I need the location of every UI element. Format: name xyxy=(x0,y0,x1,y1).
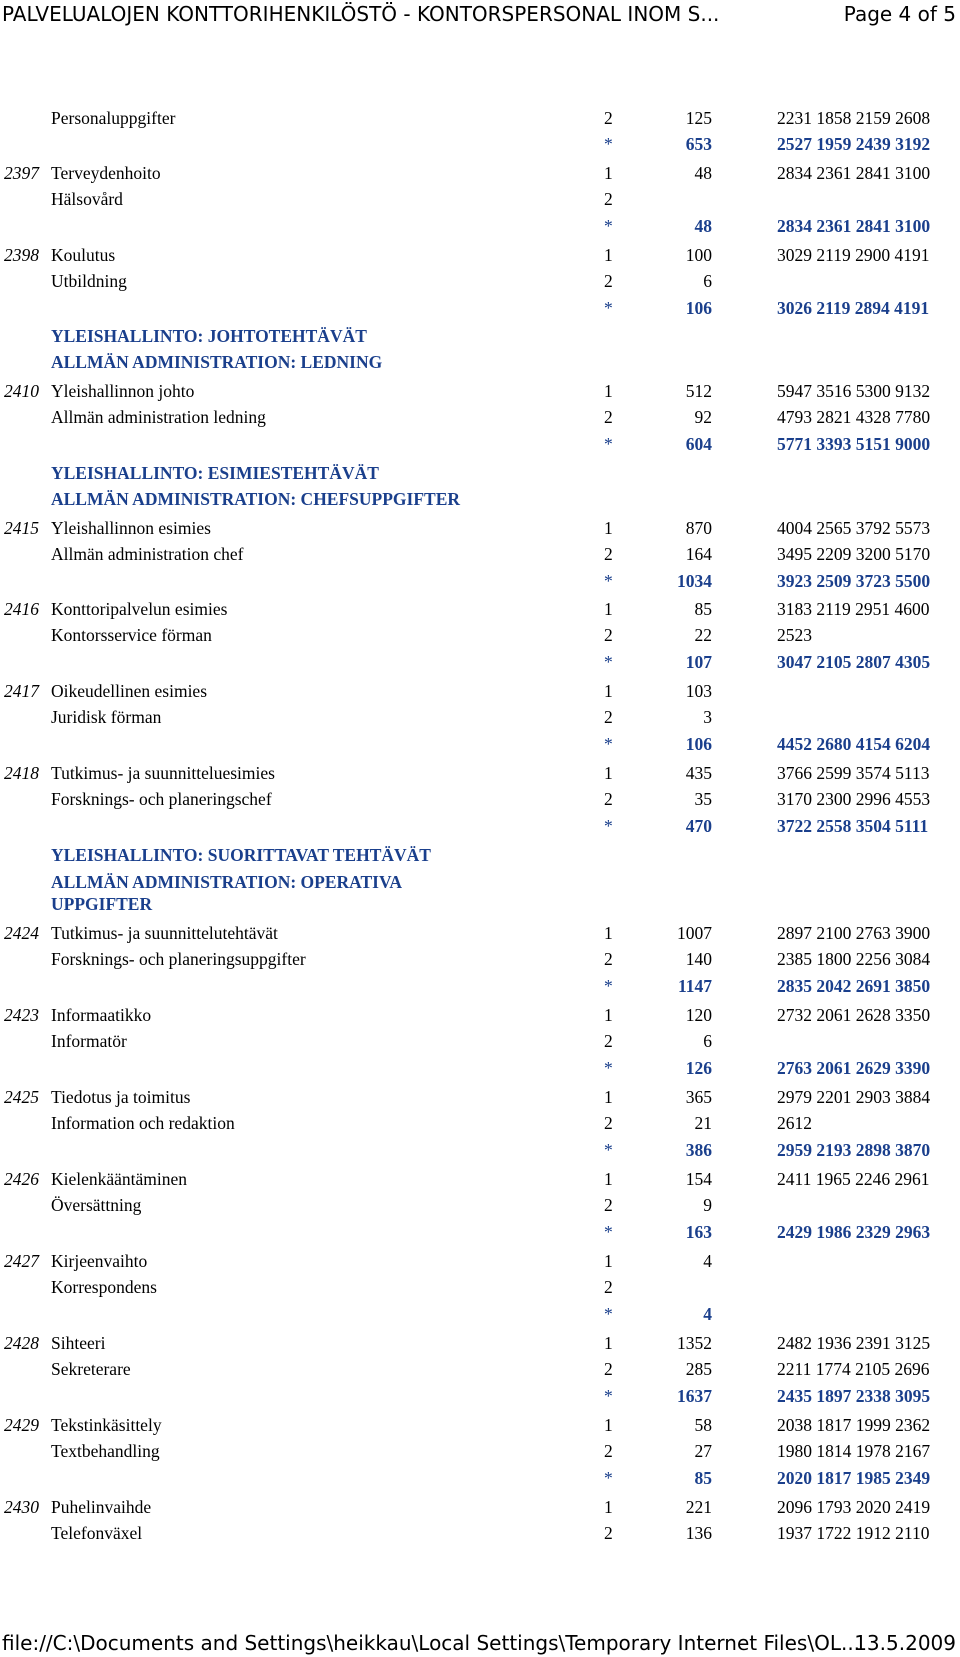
count-value: 35 xyxy=(694,789,712,809)
group-marker: * xyxy=(604,652,613,672)
salary-values: 2959 2193 2898 3870 xyxy=(777,1140,931,1160)
count-value: 163 xyxy=(685,1222,712,1242)
salary-values: 2979 2201 2903 3884 xyxy=(777,1087,931,1107)
group-marker: 2 xyxy=(604,625,613,645)
group-marker: * xyxy=(604,434,613,454)
group-marker: 1 xyxy=(604,1333,613,1353)
row-label: Personaluppgifter xyxy=(51,108,176,128)
salary-values: 3047 2105 2807 4305 xyxy=(777,652,931,672)
salary-values: 2411 1965 2246 2961 xyxy=(777,1169,930,1189)
count-value: 221 xyxy=(685,1497,712,1517)
group-marker: 2 xyxy=(604,1441,613,1461)
count-value: 48 xyxy=(694,163,712,183)
page-footer xyxy=(0,1630,960,1657)
group-marker: * xyxy=(604,1386,613,1406)
row-label: Puhelinvaihde xyxy=(51,1497,152,1517)
occupation-code: 2430 xyxy=(4,1497,39,1517)
row-label: ALLMÄN ADMINISTRATION: LEDNING xyxy=(51,352,383,372)
group-marker: 2 xyxy=(604,1195,613,1215)
count-value: 106 xyxy=(685,734,712,754)
salary-values: 2523 xyxy=(777,625,812,645)
count-value: 604 xyxy=(685,434,712,454)
row-label: Översättning xyxy=(51,1195,142,1215)
group-marker: 1 xyxy=(604,163,613,183)
salary-values: 2834 2361 2841 3100 xyxy=(777,216,931,236)
row-label: Kirjeenvaihto xyxy=(51,1251,148,1271)
salary-values: 2096 1793 2020 2419 xyxy=(777,1497,931,1517)
occupation-code: 2415 xyxy=(4,518,39,538)
salary-values: 2482 1936 2391 3125 xyxy=(777,1333,931,1353)
count-value: 4 xyxy=(703,1304,712,1324)
count-value: 386 xyxy=(685,1140,712,1160)
count-value: 126 xyxy=(685,1058,712,1078)
row-label: Hälsovård xyxy=(51,189,123,209)
count-value: 1034 xyxy=(677,571,712,591)
occupation-code: 2424 xyxy=(4,923,39,943)
group-marker: 2 xyxy=(604,1277,613,1297)
group-marker: * xyxy=(604,976,613,996)
salary-values: 3495 2209 3200 5170 xyxy=(777,544,931,564)
count-value: 22 xyxy=(694,625,712,645)
salary-values: 2835 2042 2691 3850 xyxy=(777,976,931,996)
group-marker: 2 xyxy=(604,407,613,427)
count-value: 106 xyxy=(685,298,712,318)
group-marker: 2 xyxy=(604,789,613,809)
group-marker: 2 xyxy=(604,1523,613,1543)
count-value: 3 xyxy=(703,707,712,727)
count-value: 100 xyxy=(685,245,712,265)
group-marker: * xyxy=(604,734,613,754)
group-marker: * xyxy=(604,816,613,836)
row-label: YLEISHALLINTO: SUORITTAVAT TEHTÄVÄT xyxy=(51,845,431,865)
salary-values: 1937 1722 1912 2110 xyxy=(777,1523,930,1543)
group-marker: * xyxy=(604,1222,613,1242)
salary-values: 3170 2300 2996 4553 xyxy=(777,789,931,809)
group-marker: * xyxy=(604,1058,613,1078)
row-label: Kielenkääntäminen xyxy=(51,1169,188,1189)
salary-values: 2834 2361 2841 3100 xyxy=(777,163,931,183)
row-label: Allmän administration ledning xyxy=(51,407,266,427)
occupation-code: 2417 xyxy=(4,681,39,701)
group-marker: * xyxy=(604,1468,613,1488)
row-label: Yleishallinnon johto xyxy=(51,381,195,401)
salary-values: 3766 2599 3574 5113 xyxy=(777,763,930,783)
occupation-code: 2425 xyxy=(4,1087,39,1107)
group-marker: 1 xyxy=(604,518,613,538)
count-value: 285 xyxy=(685,1359,712,1379)
salary-values: 2231 1858 2159 2608 xyxy=(777,108,931,128)
count-value: 512 xyxy=(685,381,712,401)
group-marker: 2 xyxy=(604,1113,613,1133)
row-label: Sihteeri xyxy=(51,1333,106,1353)
row-label: ALLMÄN ADMINISTRATION: CHEFSUPPGIFTER xyxy=(51,489,461,509)
count-value: 4 xyxy=(703,1251,712,1271)
file-path: file://C:\Documents and Settings\heikkau\Local Settings\Temporary Internet Files\OL... xyxy=(2,1631,861,1655)
salary-values: 2385 1800 2256 3084 xyxy=(777,949,931,969)
row-label: Yleishallinnon esimies xyxy=(51,518,211,538)
group-marker: 2 xyxy=(604,1359,613,1379)
row-label: Textbehandling xyxy=(51,1441,160,1461)
count-value: 92 xyxy=(694,407,712,427)
salary-values: 2897 2100 2763 3900 xyxy=(777,923,931,943)
row-label: ALLMÄN ADMINISTRATION: OPERATIVA UPPGIFTER xyxy=(51,872,402,914)
row-label: Oikeudellinen esimies xyxy=(51,681,208,701)
count-value: 154 xyxy=(685,1169,712,1189)
row-label: Tekstinkäsittely xyxy=(51,1415,162,1435)
count-value: 103 xyxy=(685,681,712,701)
row-label: Terveydenhoito xyxy=(51,163,161,183)
occupation-code: 2423 xyxy=(4,1005,39,1025)
group-marker: 1 xyxy=(604,681,613,701)
count-value: 125 xyxy=(685,108,712,128)
row-label: Tutkimus- ja suunnittelutehtävät xyxy=(51,923,278,943)
salary-values: 2020 1817 1985 2349 xyxy=(777,1468,931,1488)
group-marker: * xyxy=(604,134,613,154)
salary-values: 1980 1814 1978 2167 xyxy=(777,1441,931,1461)
group-marker: * xyxy=(604,1304,613,1324)
count-value: 1147 xyxy=(677,976,712,996)
group-marker: 1 xyxy=(604,1169,613,1189)
count-value: 27 xyxy=(694,1441,712,1461)
count-value: 107 xyxy=(685,652,712,672)
group-marker: 2 xyxy=(604,949,613,969)
salary-values: 2527 1959 2439 3192 xyxy=(777,134,931,154)
count-value: 120 xyxy=(685,1005,712,1025)
count-value: 21 xyxy=(694,1113,712,1133)
salary-values: 4793 2821 4328 7780 xyxy=(777,407,931,427)
group-marker: 2 xyxy=(604,1031,613,1051)
salary-values: 2612 xyxy=(777,1113,812,1133)
row-label: Allmän administration chef xyxy=(51,544,244,564)
group-marker: 1 xyxy=(604,763,613,783)
group-marker: * xyxy=(604,298,613,318)
occupation-code: 2416 xyxy=(4,599,39,619)
group-marker: 1 xyxy=(604,245,613,265)
salary-values: 2038 1817 1999 2362 xyxy=(777,1415,931,1435)
group-marker: 2 xyxy=(604,271,613,291)
count-value: 365 xyxy=(685,1087,712,1107)
row-label: Juridisk förman xyxy=(51,707,162,727)
count-value: 164 xyxy=(685,544,712,564)
group-marker: 2 xyxy=(604,707,613,727)
salary-values: 3026 2119 2894 4191 xyxy=(777,298,930,318)
count-value: 870 xyxy=(685,518,712,538)
occupation-code: 2428 xyxy=(4,1333,39,1353)
occupation-code: 2398 xyxy=(4,245,39,265)
group-marker: * xyxy=(604,216,613,236)
group-marker: 2 xyxy=(604,544,613,564)
salary-values: 4004 2565 3792 5573 xyxy=(777,518,931,538)
row-label: Utbildning xyxy=(51,271,127,291)
print-date: 13.5.2009 xyxy=(854,1631,956,1655)
salary-values: 3722 2558 3504 5111 xyxy=(777,816,929,836)
group-marker: 1 xyxy=(604,1251,613,1271)
row-label: Informatör xyxy=(51,1031,127,1051)
count-value: 470 xyxy=(685,816,712,836)
salary-values: 2429 1986 2329 2963 xyxy=(777,1222,931,1242)
count-value: 136 xyxy=(685,1523,712,1543)
count-value: 58 xyxy=(694,1415,712,1435)
count-value: 140 xyxy=(685,949,712,969)
count-value: 1637 xyxy=(677,1386,712,1406)
count-value: 48 xyxy=(694,216,712,236)
count-value: 85 xyxy=(694,1468,712,1488)
count-value: 1352 xyxy=(677,1333,712,1353)
row-label: YLEISHALLINTO: ESIMIESTEHTÄVÄT xyxy=(51,463,379,483)
count-value: 435 xyxy=(685,763,712,783)
group-marker: 2 xyxy=(604,108,613,128)
count-value: 6 xyxy=(703,1031,712,1051)
occupation-code: 2397 xyxy=(4,163,39,183)
group-marker: 1 xyxy=(604,381,613,401)
salary-values: 3029 2119 2900 4191 xyxy=(777,245,930,265)
row-label: Korrespondens xyxy=(51,1277,157,1297)
row-label: Koulutus xyxy=(51,245,116,265)
row-label: Information och redaktion xyxy=(51,1113,235,1133)
salary-values: 5771 3393 5151 9000 xyxy=(777,434,931,454)
count-value: 6 xyxy=(703,271,712,291)
occupation-code: 2426 xyxy=(4,1169,39,1189)
group-marker: * xyxy=(604,571,613,591)
row-label: Forsknings- och planeringschef xyxy=(51,789,272,809)
group-marker: * xyxy=(604,1140,613,1160)
row-label: Konttoripalvelun esimies xyxy=(51,599,228,619)
row-label: Tiedotus ja toimitus xyxy=(51,1087,191,1107)
row-label: Kontorsservice förman xyxy=(51,625,212,645)
group-marker: 1 xyxy=(604,1497,613,1517)
salary-values: 2732 2061 2628 3350 xyxy=(777,1005,931,1025)
salary-values: 4452 2680 4154 6204 xyxy=(777,734,931,754)
salary-values: 2763 2061 2629 3390 xyxy=(777,1058,931,1078)
row-label: Informaatikko xyxy=(51,1005,152,1025)
occupation-code: 2429 xyxy=(4,1415,39,1435)
document-title: PALVELUALOJEN KONTTORIHENKILÖSTÖ - KONTORSPERSONAL INOM S... xyxy=(2,2,720,26)
occupation-code: 2418 xyxy=(4,763,39,783)
group-marker: 1 xyxy=(604,1415,613,1435)
occupation-code: 2410 xyxy=(4,381,39,401)
salary-values: 2435 1897 2338 3095 xyxy=(777,1386,931,1406)
count-value: 85 xyxy=(694,599,712,619)
salary-values: 3183 2119 2951 4600 xyxy=(777,599,930,619)
salary-values: 3923 2509 3723 5500 xyxy=(777,571,931,591)
group-marker: 1 xyxy=(604,1005,613,1025)
group-marker: 2 xyxy=(604,189,613,209)
salary-values: 5947 3516 5300 9132 xyxy=(777,381,931,401)
row-label: Forsknings- och planeringsuppgifter xyxy=(51,949,306,969)
row-label: Telefonväxel xyxy=(51,1523,143,1543)
group-marker: 1 xyxy=(604,1087,613,1107)
row-label: Tutkimus- ja suunnitteluesimies xyxy=(51,763,275,783)
count-value: 653 xyxy=(685,134,712,154)
page-number: Page 4 of 5 xyxy=(843,2,956,26)
group-marker: 1 xyxy=(604,599,613,619)
salary-values: 2211 1774 2105 2696 xyxy=(777,1359,930,1379)
group-marker: 1 xyxy=(604,923,613,943)
row-label: YLEISHALLINTO: JOHTOTEHTÄVÄT xyxy=(51,326,367,346)
count-value: 1007 xyxy=(677,923,712,943)
row-label: Sekreterare xyxy=(51,1359,131,1379)
occupation-code: 2427 xyxy=(4,1251,39,1271)
count-value: 9 xyxy=(703,1195,712,1215)
